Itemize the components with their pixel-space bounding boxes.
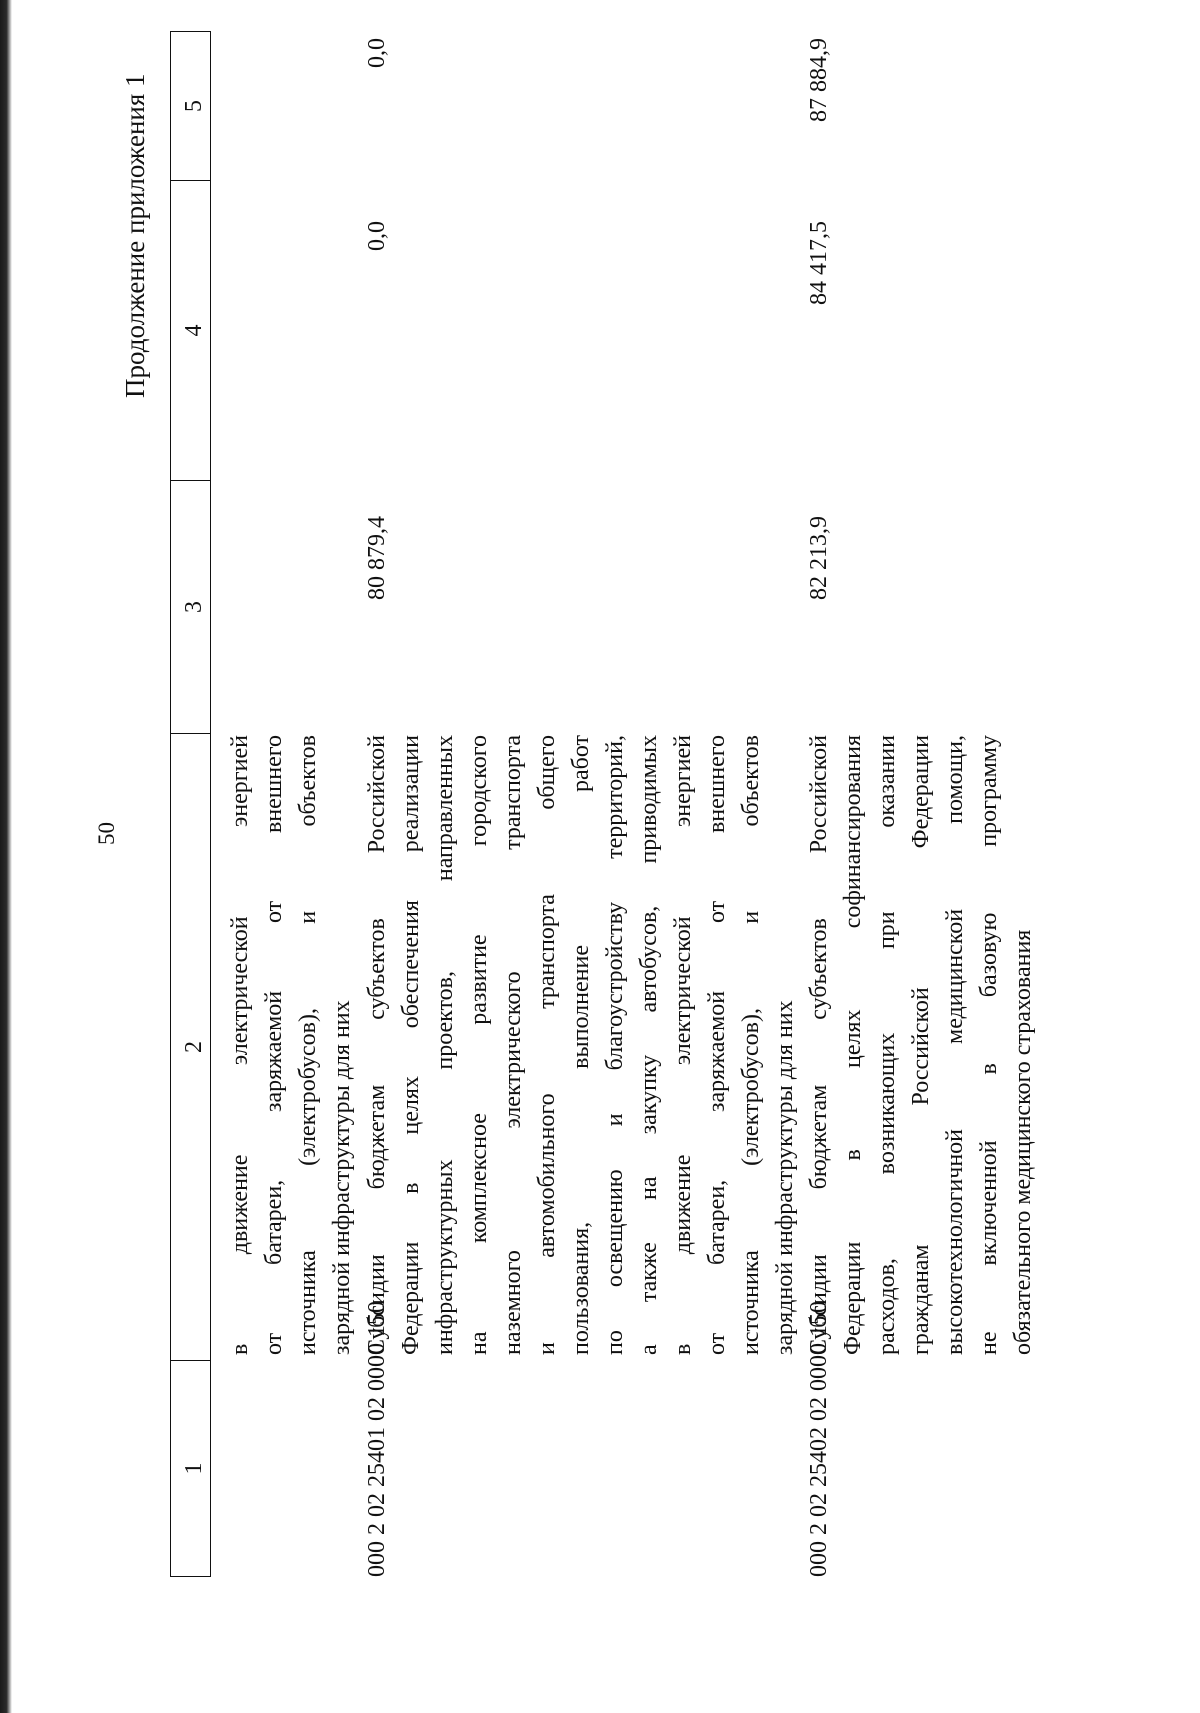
row-value-col5: 87 884,9 [806,38,832,122]
header-label: 1 [181,1462,207,1475]
header-cell-4 [171,181,210,481]
row-value-col3: 82 213,9 [806,516,832,600]
page-number: 50 [94,822,119,845]
description-line: пользования, выполнение работ [568,735,594,1355]
header-cell-2 [171,734,210,1361]
description-line: не включенной в базовую программу [976,735,1002,1355]
header-label: 3 [181,601,207,613]
header-label: 2 [181,1041,207,1053]
row-description [360,735,802,1355]
description-line: от батареи, заряжаемой от внешнего [704,735,730,1355]
description-line: источника (электробусов), и объектов [738,735,764,1355]
description-line: расходов, возникающих при оказании [874,735,900,1355]
description-line: Субсидии бюджетам субъектов Российской [806,735,832,1355]
description-line: инфраструктурных проектов, направленных [432,735,458,1355]
header-cell-1 [171,1361,210,1577]
row-value-col4: 0,0 [364,221,390,251]
description-line: обязательного медицинского страхования [1010,929,1036,1355]
description-line: от батареи, заряжаемой от внешнего [261,735,287,1355]
description-line: наземного электрического транспорта [500,735,526,1355]
row-code: 000 2 02 25402 02 0000 150 [806,1301,832,1577]
scan-edge [0,0,12,1713]
table-header [170,31,211,1577]
description-line: по освещению и благоустройству территорий, [602,735,628,1355]
header-cell-5 [171,31,210,181]
row-value-col3: 80 879,4 [364,516,390,600]
continuation-title: Продолжение приложения 1 [120,73,150,398]
row-value-col5: 0,0 [364,38,390,68]
description-line: Федерации в целях софинансирования [840,735,866,1355]
row-code: 000 2 02 25401 02 0000 150 [364,1301,390,1577]
rotated-page-content [108,0,1200,1713]
description-line: зарядной инфраструктуры для них [772,1000,798,1355]
row-value-col4: 84 417,5 [806,221,832,305]
row-description [802,735,1040,1355]
description-line: Субсидии бюджетам субъектов Российской [364,735,390,1355]
description-line: зарядной инфраструктуры для них [329,1000,355,1355]
header-label: 5 [181,100,207,112]
description-line: в движение электрической энергией [670,735,696,1355]
description-line: гражданам Российской Федерации [908,735,934,1355]
description-line: высокотехнологичной медицинской помощи, [942,735,968,1355]
description-line: источника (электробусов), и объектов [295,735,321,1355]
description-line: на комплексное развитие городского [466,735,492,1355]
description-line: в движение электрической энергией [227,735,253,1355]
description-line: а также на закупку автобусов, приводимых [636,735,662,1355]
row-description [223,735,359,1355]
description-line: и автомобильного транспорта общего [534,735,560,1355]
description-line: Федерации в целях обеспечения реализации [398,735,424,1355]
header-cell-3 [171,481,210,734]
header-label: 4 [181,324,207,337]
